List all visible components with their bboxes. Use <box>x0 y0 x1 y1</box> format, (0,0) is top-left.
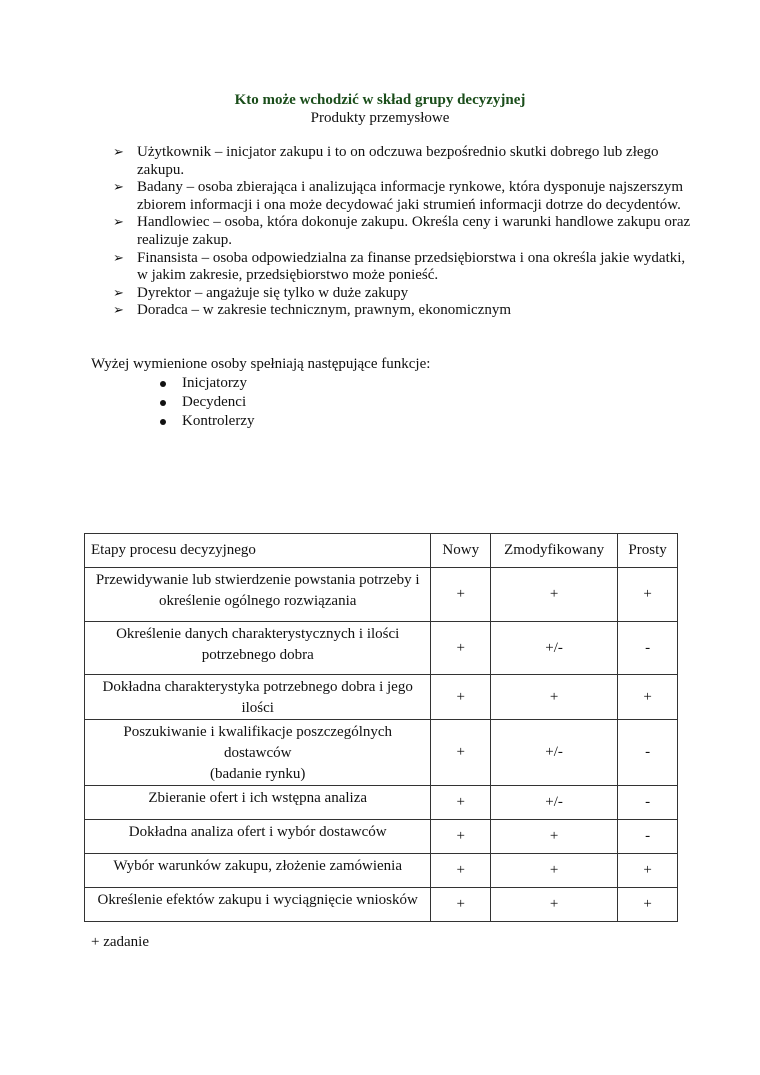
stage-line: Poszukiwanie i kwalifikacje poszczególnych dostawców <box>123 724 393 761</box>
stage-cell <box>85 720 431 786</box>
arrow-bullet-icon: ➢ <box>113 250 124 266</box>
header-nowy: Nowy <box>431 534 491 568</box>
decision-stages-table <box>84 533 678 922</box>
function-label: Kontrolerzy <box>182 413 255 429</box>
stage-line: Określenie danych charakterystycznych i ilości <box>116 626 400 642</box>
nowy-cell: + <box>431 854 491 888</box>
stage-cell <box>85 888 431 922</box>
prosty-cell: - <box>618 820 678 854</box>
list-item <box>113 214 693 249</box>
table-row <box>85 888 678 922</box>
stage-line: Przewidywanie lub stwierdzenie powstania potrzeby i <box>95 572 420 588</box>
stage-cell <box>85 820 431 854</box>
arrow-bullet-icon: ➢ <box>113 145 124 160</box>
table-row <box>85 568 678 622</box>
table-row <box>85 820 678 854</box>
zmodyfikowany-cell: + <box>491 888 618 922</box>
role-text: Dyrektor – angażuje się tylko w duże zakupy <box>137 284 409 301</box>
role-text: Badany – osoba zbierająca i analizująca informacje rynkowe, która dysponuje najszerszym zbiorem informacji i ona może decydować jaki strumień informacji dotrze do decydentów. <box>137 179 684 213</box>
nowy-cell: + <box>431 720 491 786</box>
nowy-cell: + <box>431 568 491 622</box>
list-item <box>158 412 254 431</box>
header-stages: Etapy procesu decyzyjnego <box>85 534 431 568</box>
table-row <box>85 786 678 820</box>
prosty-cell: + <box>618 675 678 720</box>
table-header-row <box>85 534 678 568</box>
nowy-cell: + <box>431 888 491 922</box>
function-label: Inicjatorzy <box>182 375 247 391</box>
stage-line: Wybór warunków zakupu, złożenie zamówienia <box>113 858 402 874</box>
functions-intro: Wyżej wymienione osoby spełniają następujące funkcje: <box>91 356 431 372</box>
stage-cell <box>85 786 431 820</box>
prosty-cell: + <box>618 854 678 888</box>
stage-line: Dokładna charakterystyka potrzebnego dobra i jego ilości <box>102 679 413 716</box>
stage-line: (badanie rynku) <box>210 766 306 782</box>
table-row <box>85 720 678 786</box>
roles-list <box>113 144 693 320</box>
prosty-cell: - <box>618 720 678 786</box>
bullet-icon <box>160 381 166 387</box>
zmodyfikowany-cell: + <box>491 568 618 622</box>
role-text: Finansista – osoba odpowiedzialna za finanse przedsiębiorstwa i ona określa jakie wydatki, w jakim zakresie, przedsiębiorstwo może ponieść. <box>137 249 686 284</box>
prosty-cell: - <box>618 622 678 675</box>
zmodyfikowany-cell: +/- <box>491 720 618 786</box>
arrow-bullet-icon: ➢ <box>113 303 124 319</box>
page-subtitle: Produkty przemysłowe <box>310 110 450 126</box>
list-item <box>113 302 693 320</box>
role-text: Doradca – w zakresie technicznym, prawnym, ekonomicznym <box>137 302 512 319</box>
stage-line: określenie ogólnego rozwiązania <box>159 593 357 609</box>
page-title: Kto może wchodzić w skład grupy decyzyjnej <box>234 92 526 108</box>
stage-cell <box>85 854 431 888</box>
stage-cell <box>85 568 431 622</box>
arrow-bullet-icon: ➢ <box>113 285 124 301</box>
zmodyfikowany-cell: + <box>491 820 618 854</box>
stage-line: Zbieranie ofert i ich wstępna analiza <box>148 790 368 806</box>
list-item <box>113 285 693 303</box>
header-prosty: Prosty <box>618 534 678 568</box>
list-item <box>158 374 254 393</box>
list-item <box>113 250 693 285</box>
stage-cell <box>85 622 431 675</box>
prosty-cell: + <box>618 568 678 622</box>
footnote: + zadanie <box>91 934 150 950</box>
role-text: Handlowiec – osoba, która dokonuje zakupu. Określa ceny i warunki handlowe zakupu oraz realizuje zakup. <box>137 214 691 248</box>
zmodyfikowany-cell: + <box>491 675 618 720</box>
bullet-icon <box>160 419 166 425</box>
functions-list <box>158 374 254 431</box>
stage-cell <box>85 675 431 720</box>
header-zmodyfikowany: Zmodyfikowany <box>491 534 618 568</box>
zmodyfikowany-cell: + <box>491 854 618 888</box>
prosty-cell: - <box>618 786 678 820</box>
list-item <box>113 144 693 179</box>
prosty-cell: + <box>618 888 678 922</box>
stage-line: Dokładna analiza ofert i wybór dostawców <box>128 824 387 840</box>
nowy-cell: + <box>431 675 491 720</box>
nowy-cell: + <box>431 786 491 820</box>
table-row <box>85 675 678 720</box>
arrow-bullet-icon: ➢ <box>113 215 124 231</box>
stage-line: potrzebnego dobra <box>201 647 314 663</box>
nowy-cell: + <box>431 622 491 675</box>
list-item <box>158 393 254 412</box>
table-row <box>85 854 678 888</box>
function-label: Decydenci <box>182 394 247 410</box>
arrow-bullet-icon: ➢ <box>113 180 124 196</box>
role-text: Użytkownik – inicjator zakupu i to on odczuwa bezpośrednio skutki dobrego lub złego zakupu. <box>137 144 659 178</box>
list-item <box>113 179 693 214</box>
zmodyfikowany-cell: +/- <box>491 622 618 675</box>
nowy-cell: + <box>431 820 491 854</box>
table-row <box>85 622 678 675</box>
zmodyfikowany-cell: +/- <box>491 786 618 820</box>
bullet-icon <box>160 400 166 406</box>
stage-line: Określenie efektów zakupu i wyciągnięcie wniosków <box>97 892 418 908</box>
